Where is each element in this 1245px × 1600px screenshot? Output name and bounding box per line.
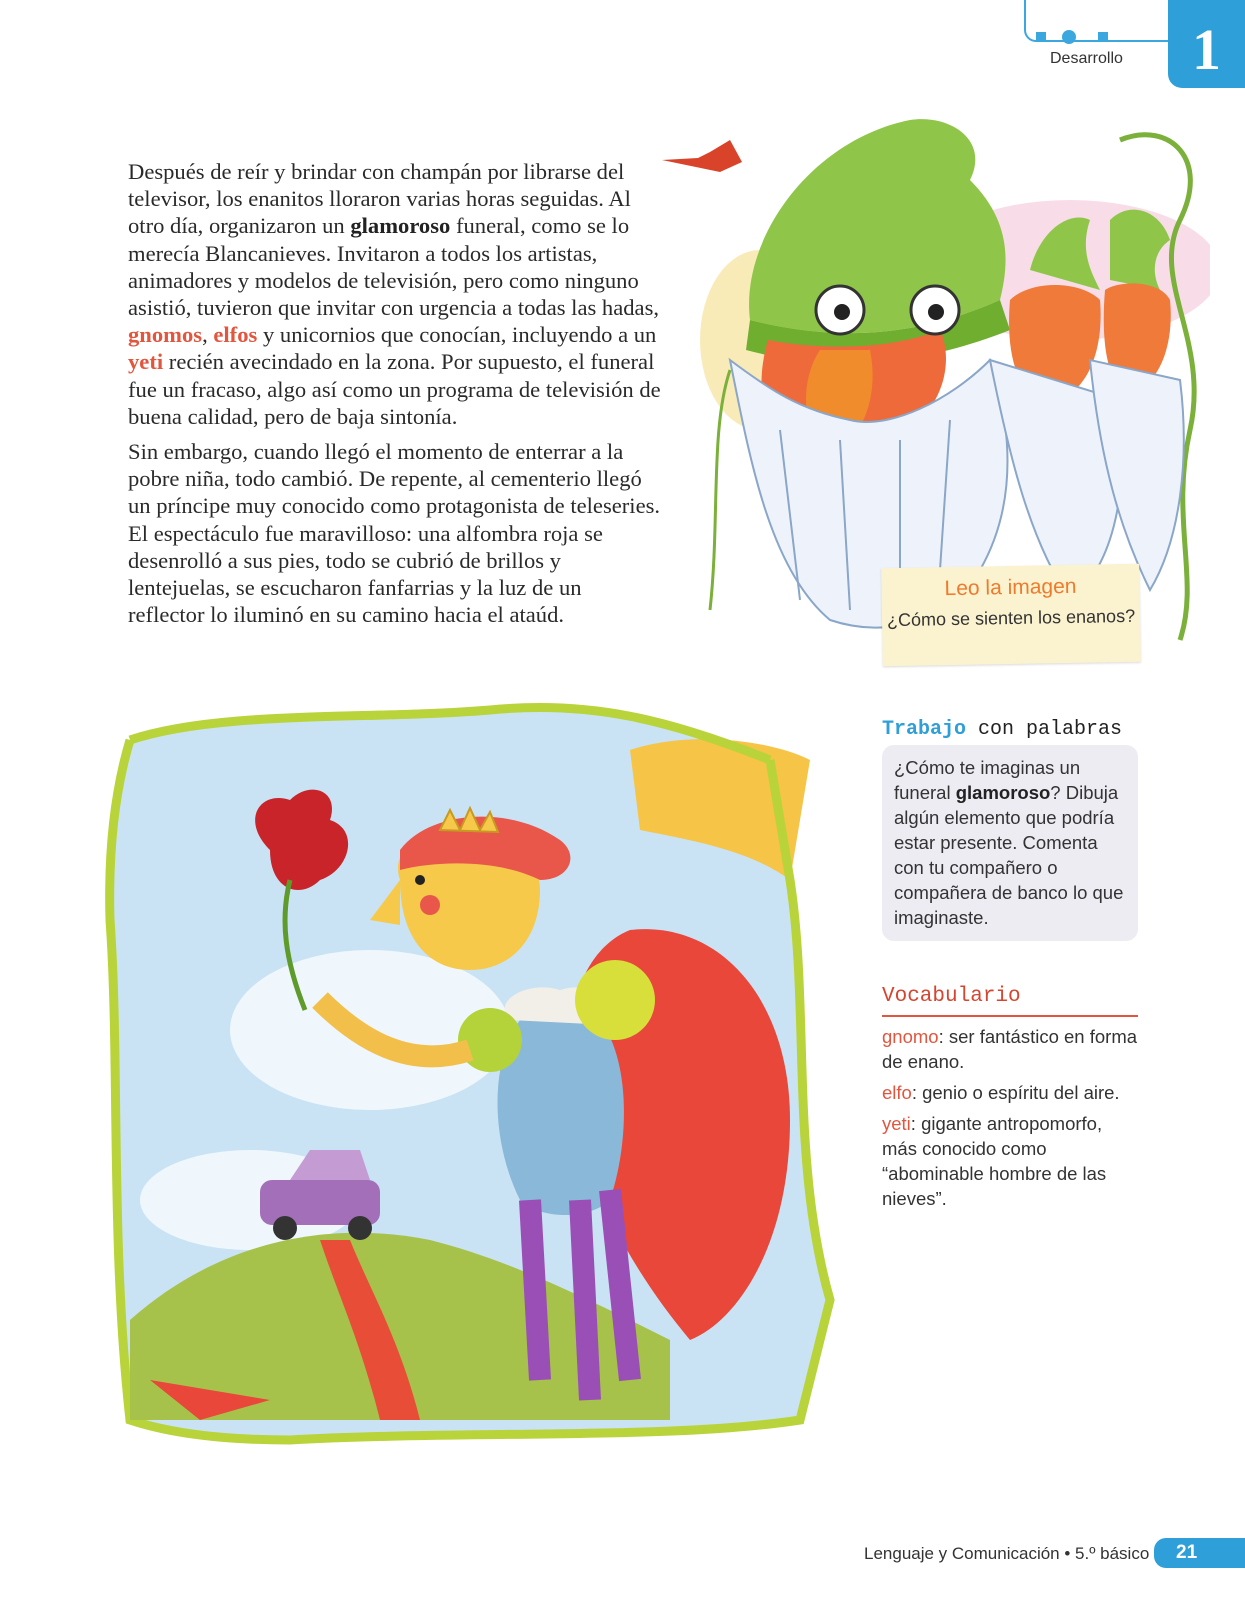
vocab-definition: : ser fantástico en forma de enano. (882, 1026, 1138, 1072)
bold-term: glamoroso (350, 213, 451, 239)
vocabulario-title: Vocabulario (882, 985, 1021, 1008)
section-label: Desarrollo (1050, 50, 1123, 67)
text-run: , (202, 322, 214, 348)
trabajo-box (882, 745, 1138, 941)
note-question: ¿Cómo se sienten los enanos? (886, 605, 1136, 631)
text-run: Sin embargo, cuando llegó el momento de enterrar a la pobre niña, todo cambió. De repente, al cementerio llegó un príncipe muy conocido como protagonista de teleseries. El espectáculo fue maravilloso: una alfombra roja se desenrolló a sus pies, todo se cubrió de brillos y lentejuelas, se escucharon fanfarrias y la luz de un reflector lo iluminó en su camino hacia el ataúd. (128, 439, 661, 628)
trabajo-title-bold: Trabajo (882, 718, 967, 741)
vocab-term: elfo (882, 1082, 912, 1103)
vocab-term: gnomo (882, 1026, 939, 1047)
vocab-highlight: yeti (128, 349, 164, 375)
text-run: Después de reír y brindar con champán por librarse del televisor, los enanitos lloraron varias horas seguidas. Al otro día, organizaron un (128, 159, 631, 239)
story-paragraph-2 (128, 438, 663, 628)
text-run: ? Dibuja algún elemento que podría estar presente. Comenta con tu compañero o compañera de banco lo que imaginaste. (894, 782, 1124, 928)
vocab-term: yeti (882, 1113, 911, 1134)
vocab-highlight: gnomos (128, 322, 203, 348)
leo-la-imagen-note (881, 564, 1141, 666)
note-title: Leo la imagen (944, 574, 1077, 601)
text-run: y unicornios que conocían, incluyendo a un (257, 322, 657, 348)
unit-number: 1 (1168, 0, 1245, 88)
text-run: recién avecindado en la zona. Por supuesto, el funeral fue un fracaso, algo así como un programa de televisión de buena calidad, pero de baja sintonía. (128, 349, 661, 429)
story-paragraph-1 (128, 158, 663, 430)
vocab-item (882, 1080, 1140, 1105)
text-run: funeral, como se lo merecía Blancanieves. Invitaron a todos los artistas, animadores y modelos de televisión, pero como ninguno asistió, tuvieron que invitar con urgencia a todas las hadas, (128, 213, 660, 321)
vocab-definition: : genio o espíritu del aire. (911, 1082, 1120, 1103)
story-text (128, 158, 663, 636)
vocab-item (882, 1024, 1140, 1074)
page-number: 21 (1154, 1538, 1245, 1568)
vocabulario-divider (882, 1015, 1138, 1017)
vocab-item (882, 1111, 1140, 1211)
vocab-highlight: elfos (213, 322, 258, 348)
vocab-definition: : gigante antropomorfo, más conocido como “abominable hombre de las nieves”. (882, 1113, 1107, 1209)
bold-term: glamoroso (955, 782, 1051, 803)
text-run: ¿Cómo te imaginas un funeral (894, 757, 1081, 803)
prince-with-rose-illustration (70, 680, 875, 1470)
trabajo-title-rest: con palabras (966, 718, 1123, 741)
footer-subject: Lenguaje y Comunicación • 5.º básico (864, 1544, 1150, 1563)
trabajo-title (882, 718, 1122, 741)
vocabulario-list (882, 1024, 1140, 1217)
